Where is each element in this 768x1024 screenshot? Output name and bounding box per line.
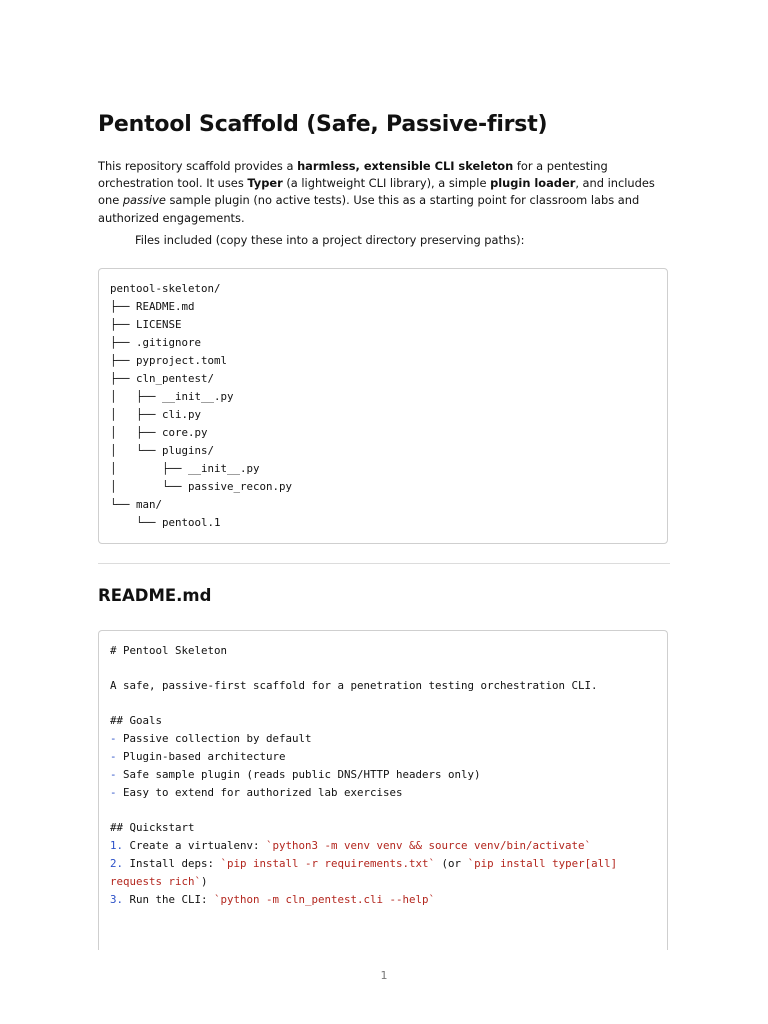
bullet-marker: - bbox=[110, 732, 117, 745]
readme-code-block bbox=[98, 630, 668, 950]
inline-code: `python -m cln_pentest.cli --help` bbox=[214, 893, 436, 906]
intro-bold-skeleton: harmless, extensible CLI skeleton bbox=[297, 159, 514, 173]
inline-code: `python3 -m venv venv && source venv/bin/activate` bbox=[266, 839, 592, 852]
quickstart-step-2-cont: requests rich`) bbox=[110, 875, 208, 888]
bullet-marker: - bbox=[110, 768, 117, 781]
tree-line: pentool-skeleton/ bbox=[110, 282, 221, 295]
intro-text: , and includes one bbox=[98, 176, 655, 208]
inline-code: requests rich` bbox=[110, 875, 202, 888]
section-divider bbox=[98, 563, 670, 564]
intro-italic-passive: passive bbox=[122, 193, 166, 208]
readme-goals-heading: ## Goals bbox=[110, 714, 163, 727]
page-number: 1 bbox=[380, 969, 388, 982]
quickstart-step-1: 1. Create a virtualenv: `python3 -m venv venv && source venv/bin/activate` bbox=[110, 839, 592, 852]
bullet-marker: - bbox=[110, 786, 117, 799]
quickstart-step-2: 2. Install deps: `pip install -r requirements.txt` (or `pip install typer[all] bbox=[110, 857, 618, 870]
quickstart-step-3: 3. Run the CLI: `python -m cln_pentest.cli --help` bbox=[110, 893, 436, 906]
tree-line: └── man/ bbox=[110, 498, 163, 511]
files-note: Files included (copy these into a project directory preserving paths): bbox=[135, 233, 525, 247]
tree-line: ├── LICENSE bbox=[110, 318, 182, 331]
tree-line: │ ├── core.py bbox=[110, 426, 208, 439]
file-tree-code-block bbox=[98, 268, 668, 544]
tree-line: │ ├── __init__.py bbox=[110, 462, 260, 475]
tree-line: │ ├── cli.py bbox=[110, 408, 202, 421]
tree-line: ├── .gitignore bbox=[110, 336, 202, 349]
tree-line: ├── cln_pentest/ bbox=[110, 372, 215, 385]
readme-h1: # Pentool Skeleton bbox=[110, 644, 228, 657]
intro-text: This repository scaffold provides a bbox=[98, 159, 298, 173]
goal-item: - Plugin-based architecture bbox=[110, 750, 286, 763]
inline-code: `pip install typer[all] bbox=[467, 857, 618, 870]
goal-item: - Passive collection by default bbox=[110, 732, 312, 745]
intro-text: sample plugin (no active tests). Use this as a starting point for classroom labs and authorized engagements. bbox=[98, 193, 640, 225]
goal-item: - Safe sample plugin (reads public DNS/HTTP headers only) bbox=[110, 768, 481, 781]
inline-code: `pip install -r requirements.txt` bbox=[220, 857, 436, 870]
tree-line: └── pentool.1 bbox=[110, 516, 221, 529]
tree-line: ├── pyproject.toml bbox=[110, 354, 228, 367]
readme-heading: README.md bbox=[98, 586, 212, 605]
tree-line: │ ├── __init__.py bbox=[110, 390, 234, 403]
readme-description: A safe, passive-first scaffold for a penetration testing orchestration CLI. bbox=[110, 679, 598, 692]
intro-bold-typer: Typer bbox=[247, 176, 283, 191]
tree-line: │ └── plugins/ bbox=[110, 444, 215, 457]
tree-line: │ └── passive_recon.py bbox=[110, 480, 293, 493]
intro-bold-plugin-loader: plugin loader bbox=[490, 176, 576, 191]
intro-text: (a lightweight CLI library), a simple bbox=[282, 176, 491, 191]
goal-item: - Easy to extend for authorized lab exercises bbox=[110, 786, 403, 799]
readme-quickstart-heading: ## Quickstart bbox=[110, 821, 195, 834]
tree-line: ├── README.md bbox=[110, 300, 195, 313]
page-title: Pentool Scaffold (Safe, Passive-first) bbox=[98, 112, 548, 137]
intro-paragraph bbox=[98, 158, 678, 227]
intro-text: for a pentesting orchestration tool. It uses bbox=[98, 159, 608, 191]
bullet-marker: - bbox=[110, 750, 117, 763]
